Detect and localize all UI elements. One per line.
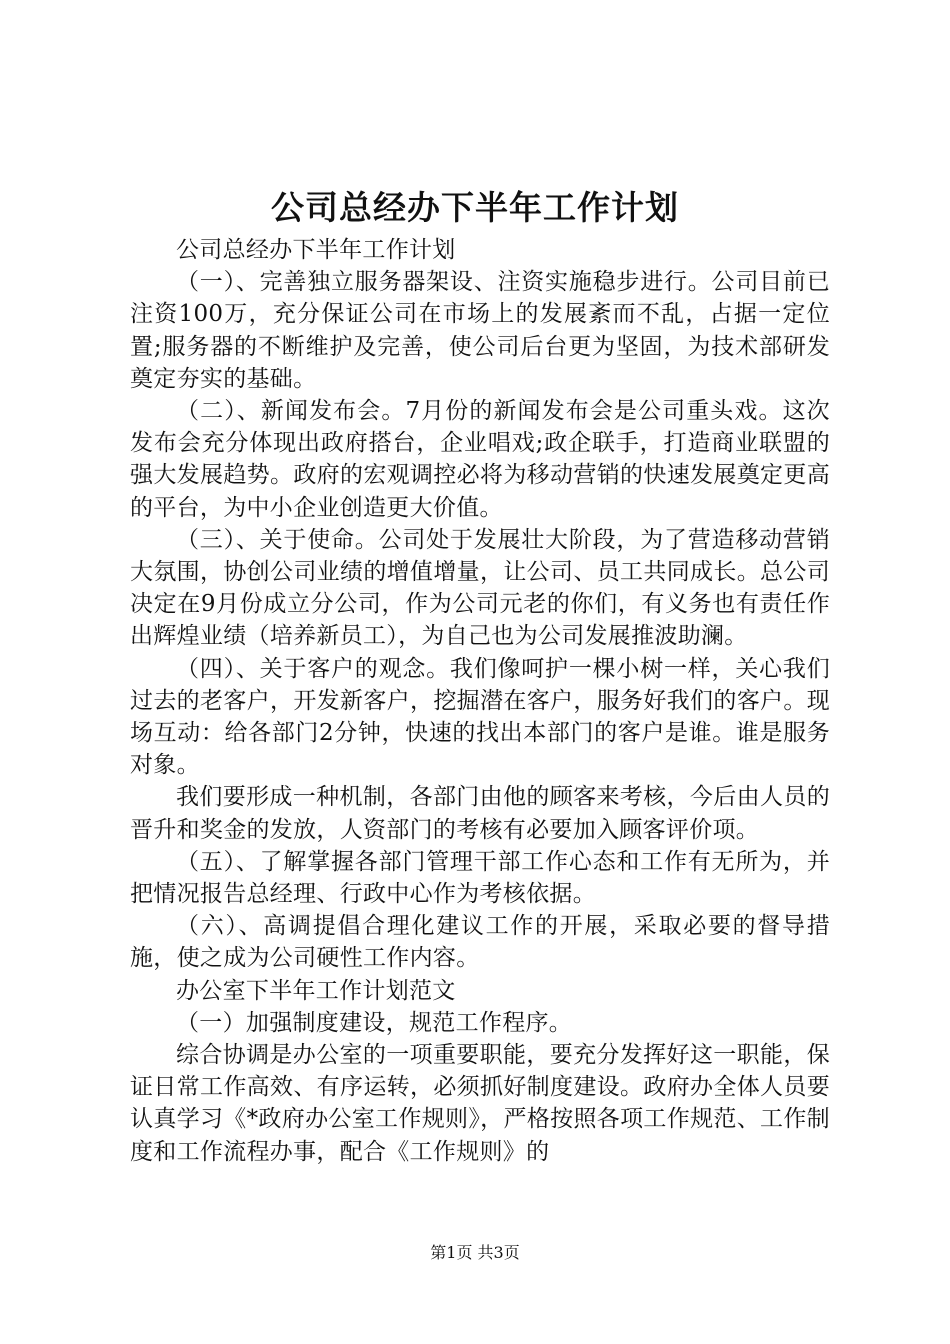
paragraph: （四）、关于客户的观念。我们像呵护一棵小树一样，关心我们过去的老客户，开发新客户，挖掘潜在客户，服务好我们的客户。现场互动：给各部门2分钟，快速的找出本部门的客户是谁。谁是服务对象。	[130, 655, 830, 779]
paragraph: 公司总经办下半年工作计划	[176, 237, 456, 263]
section-heading: 办公室下半年工作计划范文	[176, 977, 456, 1004]
paragraph: （一）、完善独立服务器架设、注资实施稳步进行。公司目前已注资100万，充分保证公司在市场上的发展紊而不乱，占据一定位置;服务器的不断维护及完善，使公司后台更为坚固，为技术部研发奠定夯实的基础。	[130, 269, 830, 392]
document-body	[130, 234, 830, 1168]
paragraph: （一）加强制度建设，规范工作程序。	[176, 1009, 573, 1036]
paragraph: （六）、高调提倡合理化建议工作的开展，采取必要的督导措施，使之成为公司硬性工作内容。	[130, 913, 830, 972]
paragraph: （五）、了解掌握各部门管理干部工作心态和工作有无所为，并把情况报告总经理、行政中心作为考核依据。	[130, 848, 830, 908]
paragraph: （二）、新闻发布会。7月份的新闻发布会是公司重头戏。这次发布会充分体现出政府搭台，企业唱戏;政企联手，打造商业联盟的强大发展趋势。政府的宏观调控必将为移动营销的快速发展奠定更高的平台，为中小企业创造更大价值。	[130, 398, 830, 521]
page-footer: 第1页 共3页	[430, 1243, 520, 1262]
paragraph: （三）、关于使命。公司处于发展壮大阶段，为了营造移动营销大氛围，协创公司业绩的增值增量，让公司、员工共同成长。总公司决定在9月份成立分公司，作为公司元老的你们，有义务也有责任作出辉煌业绩（培养新员工），为自己也为公司发展推波助澜。	[130, 526, 830, 650]
paragraph: 我们要形成一种机制，各部门由他的顾客来考核，今后由人员的晋升和奖金的发放，人资部门的考核有必要加入顾客评价项。	[130, 784, 830, 843]
document-title: 公司总经办下半年工作计划	[271, 188, 679, 227]
paragraph: 综合协调是办公室的一项重要职能，要充分发挥好这一职能，保证日常工作高效、有序运转，必须抓好制度建设。政府办全体人员要认真学习《*政府办公室工作规则》，严格按照各项工作规范、工作制度和工作流程办事，配合《工作规则》的	[130, 1042, 830, 1165]
